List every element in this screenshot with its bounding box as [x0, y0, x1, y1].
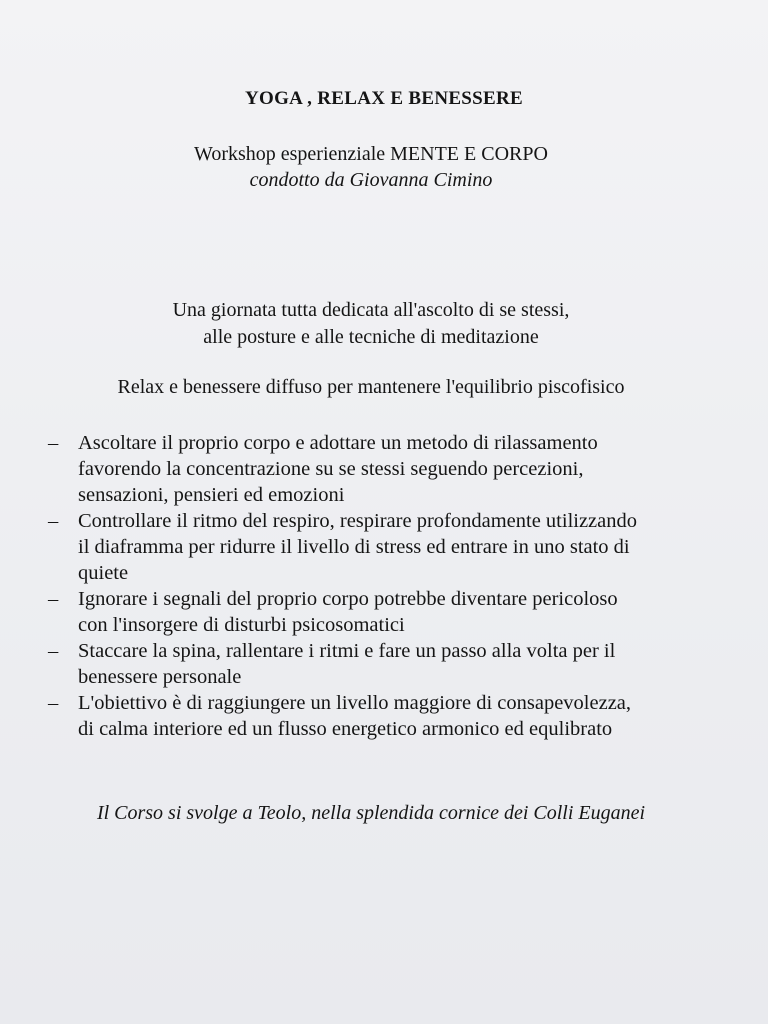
- workshop-subtitle: Workshop esperienziale MENTE E CORPO: [194, 143, 548, 165]
- list-item-line: di calma interiore ed un flusso energetico armonico ed equlibrato: [78, 718, 613, 740]
- bullet-dash: –: [48, 640, 59, 662]
- benefits-list: [48, 430, 720, 742]
- list-item: [48, 430, 720, 508]
- intro-paragraph: [0, 297, 742, 351]
- list-item-line: Controllare il ritmo del respiro, respirare profondamente utilizzando: [78, 510, 638, 532]
- bullet-dash: –: [48, 588, 59, 610]
- list-item-line: Ascoltare il proprio corpo e adottare un metodo di rilassamento: [78, 432, 598, 454]
- list-item-line: L'obiettivo è di raggiungere un livello maggiore di consapevolezza,: [78, 692, 632, 714]
- relax-statement: Relax e benessere diffuso per mantenere l'equilibrio piscofisico: [117, 376, 625, 398]
- list-item-line: favorendo la concentrazione su se stessi seguendo percezioni,: [78, 458, 584, 480]
- list-item-line: il diaframma per ridurre il livello di stress ed entrare in uno stato di: [78, 536, 630, 558]
- list-item-line: con l'insorgere di disturbi psicosomatici: [78, 614, 405, 636]
- list-item: [48, 508, 720, 586]
- intro-line: alle posture e alle tecniche di meditazione: [203, 326, 539, 348]
- list-item: [48, 586, 720, 638]
- intro-line: Una giornata tutta dedicata all'ascolto di se stessi,: [172, 299, 570, 321]
- instructor-byline: condotto da Giovanna Cimino: [249, 169, 493, 191]
- bullet-dash: –: [48, 692, 59, 714]
- bullet-dash: –: [48, 510, 59, 532]
- list-item-line: Staccare la spina, rallentare i ritmi e fare un passo alla volta per il: [78, 640, 616, 662]
- document-title: YOGA , RELAX E BENESSERE: [244, 88, 524, 109]
- location-footer: Il Corso si svolge a Teolo, nella splendida cornice dei Colli Euganei: [96, 802, 646, 824]
- bullet-dash: –: [48, 432, 59, 454]
- list-item-line: quiete: [78, 562, 129, 584]
- list-item: [48, 690, 720, 742]
- list-item: [48, 638, 720, 690]
- list-item-line: Ignorare i segnali del proprio corpo potrebbe diventare pericoloso: [78, 588, 618, 610]
- list-item-line: benessere personale: [78, 666, 242, 688]
- list-item-line: sensazioni, pensieri ed emozioni: [78, 484, 345, 506]
